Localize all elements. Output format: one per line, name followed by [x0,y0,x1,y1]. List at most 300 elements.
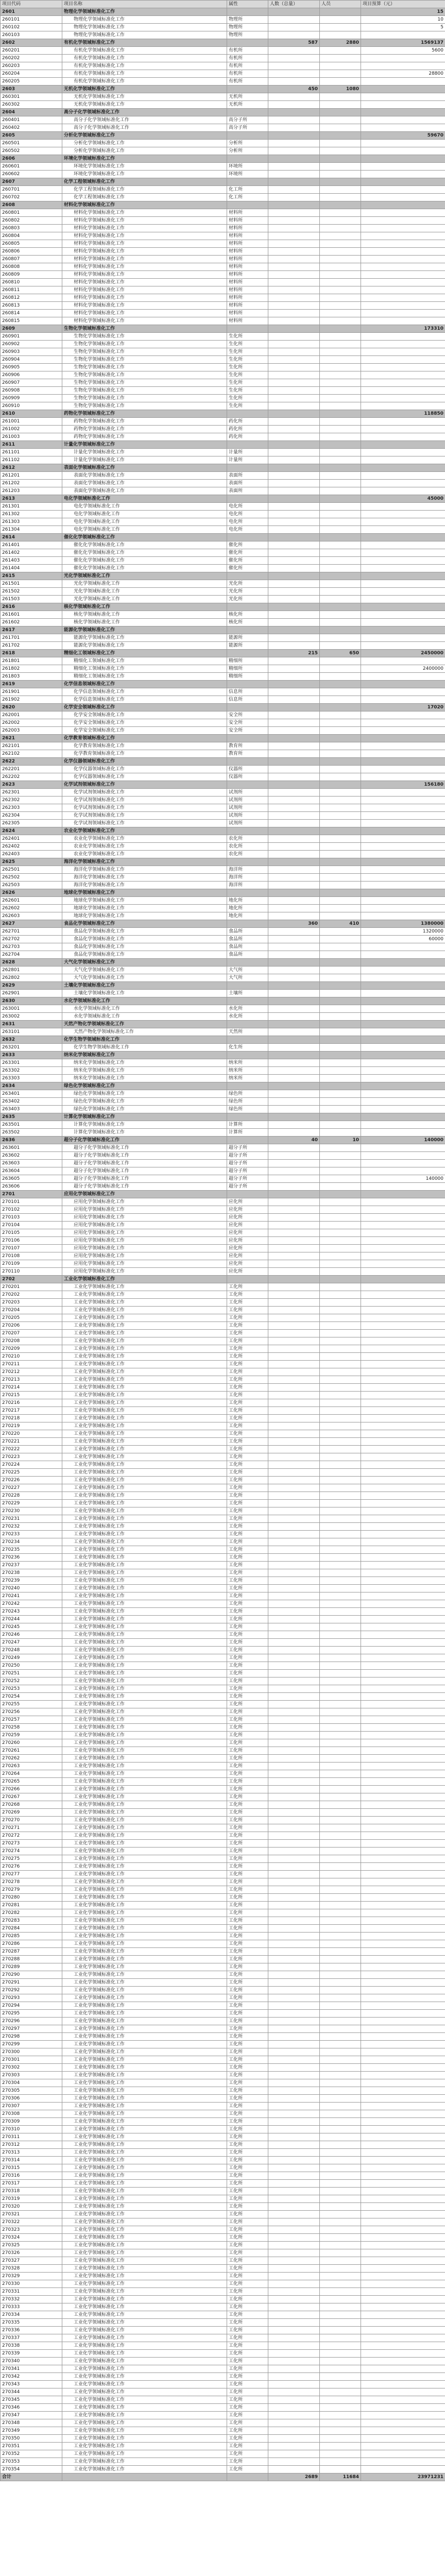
cell-name: 食品化学领域标准化工作 [62,936,227,943]
cell-budget [361,1786,445,1793]
cell-staff [320,1090,361,1098]
cell-staff [320,217,361,225]
cell-name: 工业化学领域标准化工作 [62,1438,227,1446]
cell-name: 工业化学领域标准化工作 [62,1948,227,1956]
cell-staff [320,541,361,549]
cell-name: 工业化学领域标准化工作 [62,2273,227,2280]
cell-count [268,1793,320,1801]
cell-staff [320,1994,361,2002]
table-row [1,402,445,410]
cell-name: 精细化工领域标准化工作 [62,673,227,681]
cell-attr: 工化所 [227,2273,268,2280]
cell-name: 电化学领域标准化工作 [62,503,227,511]
cell-name: 精细化工领域标准化工作 [62,665,227,673]
cell-budget [361,673,445,681]
group-row [1,758,445,766]
cell-code: 270207 [1,1330,62,1337]
cell-count [268,1724,320,1732]
cell-count [268,1562,320,1569]
cell-budget [361,843,445,851]
cell-name: 材料化学领域标准化工作 [62,294,227,302]
cell-name: 食品化学领域标准化工作 [62,928,227,936]
cell-budget [361,1523,445,1531]
cell-code: 2623 [1,781,62,789]
cell-count [268,356,320,364]
group-row [1,959,445,967]
table-row [1,1701,445,1708]
cell-attr: 工化所 [227,1793,268,1801]
cell-attr: 表面所 [227,487,268,495]
cell-name: 工业化学领域标准化工作 [62,1987,227,1994]
cell-count [268,704,320,711]
cell-code: 270335 [1,2319,62,2327]
cell-staff [320,982,361,990]
cell-count [268,1809,320,1817]
cell-code: 270245 [1,1623,62,1631]
cell-name: 工业化学领域标准化工作 [62,1778,227,1786]
cell-name: 工业化学领域标准化工作 [62,1415,227,1422]
cell-staff [320,1762,361,1770]
cell-count [268,503,320,511]
cell-attr: 食品所 [227,936,268,943]
cell-name: 工业化学领域标准化工作 [62,1708,227,1716]
cell-budget [361,2257,445,2265]
cell-count [268,1956,320,1963]
cell-attr: 绿色所 [227,1106,268,1113]
cell-attr: 工化所 [227,2025,268,2033]
table-row [1,1523,445,1531]
table-row [1,619,445,626]
cell-budget [361,2103,445,2110]
cell-code: 260301 [1,93,62,101]
cell-budget [361,2404,445,2412]
cell-attr: 工化所 [227,1330,268,1337]
cell-code: 270273 [1,1840,62,1848]
group-row [1,178,445,186]
cell-name: 应用化学领域标准化工作 [62,1191,227,1198]
cell-name: 天然产物化学领域标准化工作 [62,1028,227,1036]
cell-attr: 工化所 [227,2226,268,2234]
cell-code: 263201 [1,1044,62,1052]
cell-attr: 地化所 [227,897,268,905]
cell-attr: 试剂所 [227,820,268,827]
cell-attr: 工化所 [227,1708,268,1716]
cell-code: 262901 [1,990,62,997]
cell-staff [320,1484,361,1492]
cell-count [268,781,320,789]
cell-budget [361,1832,445,1840]
table-row [1,395,445,402]
cell-name: 工业化学领域标准化工作 [62,2381,227,2388]
cell-count: 40 [268,1137,320,1144]
cell-code: 270282 [1,1909,62,1917]
cell-count [268,1268,320,1276]
cell-count: 587 [268,39,320,47]
table-row [1,1438,445,1446]
table-row [1,1183,445,1191]
cell-code: 2612 [1,464,62,472]
cell-budget [361,1987,445,1994]
cell-staff [320,55,361,62]
cell-attr: 材料所 [227,256,268,263]
cell-name: 计量化学领域标准化工作 [62,449,227,456]
table-row [1,418,445,426]
cell-code: 270309 [1,2118,62,2126]
cell-budget [361,186,445,194]
cell-staff [320,256,361,263]
table-row [1,1732,445,1739]
cell-code: 270239 [1,1577,62,1585]
table-row [1,1716,445,1724]
cell-budget [361,1299,445,1307]
cell-staff [320,1059,361,1067]
cell-attr [227,8,268,16]
cell-name: 工业化学领域标准化工作 [62,2056,227,2064]
cell-budget [361,2126,445,2133]
cell-attr: 工化所 [227,1384,268,1392]
cell-staff [320,1747,361,1755]
cell-attr [227,2473,268,2481]
cell-count [268,2087,320,2095]
cell-attr: 应化所 [227,1229,268,1237]
cell-code: 261501 [1,580,62,588]
table-row [1,2404,445,2412]
cell-name: 化学工程领域标准化工作 [62,194,227,201]
cell-staff [320,1106,361,1113]
cell-staff [320,1902,361,1909]
cell-staff [320,109,361,116]
group-row [1,997,445,1005]
cell-staff [320,1198,361,1206]
cell-budget [361,2211,445,2218]
cell-staff [320,2388,361,2396]
header-staff: 人员 [320,1,361,8]
cell-attr: 工化所 [227,1755,268,1762]
group-row [1,603,445,611]
cell-budget [361,1376,445,1384]
cell-name: 工业化学领域标准化工作 [62,1809,227,1817]
cell-count [268,348,320,356]
cell-staff [320,1005,361,1013]
cell-code: 270291 [1,1979,62,1987]
cell-count [268,1747,320,1755]
cell-code: 261801 [1,657,62,665]
table-row [1,256,445,263]
cell-staff [320,1307,361,1314]
cell-attr: 工化所 [227,1801,268,1809]
cell-code: 261203 [1,487,62,495]
cell-attr: 材料所 [227,209,268,217]
cell-count [268,1353,320,1361]
cell-budget [361,1067,445,1075]
table-row [1,2195,445,2203]
cell-code: 2630 [1,997,62,1005]
cell-code: 261201 [1,472,62,480]
cell-staff [320,1013,361,1021]
cell-count [268,1175,320,1183]
cell-name: 精细化工领域标准化工作 [62,650,227,657]
cell-attr: 催化所 [227,565,268,572]
table-row [1,1925,445,1933]
table-row [1,1237,445,1245]
cell-budget [361,1121,445,1129]
cell-budget [361,1569,445,1577]
cell-name: 工业化学领域标准化工作 [62,2180,227,2188]
cell-staff [320,186,361,194]
cell-code: 262002 [1,719,62,727]
cell-attr: 材料所 [227,240,268,248]
cell-code: 2620 [1,704,62,711]
cell-name: 工业化学领域标准化工作 [62,1492,227,1500]
cell-staff [320,511,361,518]
cell-attr: 催化所 [227,549,268,557]
table-row [1,851,445,858]
cell-name: 环境化学领域标准化工作 [62,171,227,178]
cell-name: 工业化学领域标准化工作 [62,1832,227,1840]
cell-code: 270346 [1,2404,62,2412]
cell-attr: 纳米所 [227,1067,268,1075]
cell-budget [361,232,445,240]
cell-attr: 工化所 [227,1623,268,1631]
table-row [1,1585,445,1592]
cell-count [268,727,320,735]
cell-name: 应用化学领域标准化工作 [62,1252,227,1260]
group-row [1,781,445,789]
cell-staff [320,2311,361,2319]
cell-name: 工业化学领域标准化工作 [62,2064,227,2072]
cell-budget [361,657,445,665]
cell-staff [320,1276,361,1283]
cell-name: 表面化学领域标准化工作 [62,472,227,480]
table-row [1,487,445,495]
cell-count [268,140,320,147]
cell-code: 260702 [1,194,62,201]
cell-staff [320,1793,361,1801]
cell-staff [320,93,361,101]
cell-count [268,317,320,325]
group-row [1,8,445,16]
cell-name: 超分子化学领域标准化工作 [62,1167,227,1175]
cell-name: 绿色化学领域标准化工作 [62,1090,227,1098]
cell-budget [361,1152,445,1160]
cell-attr: 工化所 [227,2288,268,2296]
cell-code: 270212 [1,1368,62,1376]
cell-staff [320,1283,361,1291]
cell-attr: 工化所 [227,2412,268,2419]
cell-name: 水化学领域标准化工作 [62,1013,227,1021]
cell-attr: 工化所 [227,1585,268,1592]
cell-count [268,1994,320,2002]
cell-count [268,827,320,835]
cell-attr: 工化所 [227,1461,268,1469]
cell-name: 工业化学领域标准化工作 [62,2226,227,2234]
cell-attr: 工化所 [227,1399,268,1407]
cell-code: 2633 [1,1052,62,1059]
cell-budget [361,31,445,39]
cell-count [268,2396,320,2404]
cell-staff [320,735,361,742]
cell-name: 生物化学领域标准化工作 [62,356,227,364]
cell-staff [320,2249,361,2257]
table-row [1,1708,445,1716]
cell-attr: 食品所 [227,951,268,959]
group-row [1,39,445,47]
cell-budget [361,1701,445,1708]
cell-count [268,1415,320,1422]
cell-count [268,2419,320,2427]
cell-name: 海洋化学领域标准化工作 [62,858,227,866]
cell-name: 工业化学领域标准化工作 [62,1762,227,1770]
table-row [1,549,445,557]
cell-code: 260801 [1,209,62,217]
cell-attr: 工化所 [227,2458,268,2466]
cell-code: 270332 [1,2296,62,2303]
cell-budget [361,626,445,634]
cell-name: 工业化学领域标准化工作 [62,1399,227,1407]
cell-budget [361,2342,445,2350]
group-row [1,1052,445,1059]
cell-name: 计算化学领域标准化工作 [62,1129,227,1137]
cell-name: 能源化学领域标准化工作 [62,634,227,642]
cell-staff [320,882,361,889]
cell-code: 260904 [1,356,62,364]
cell-budget [361,835,445,843]
cell-name: 超分子化学领域标准化工作 [62,1175,227,1183]
cell-attr: 精细所 [227,673,268,681]
cell-count [268,1531,320,1538]
cell-count [268,936,320,943]
cell-attr: 工化所 [227,1724,268,1732]
table-row [1,1121,445,1129]
cell-name: 核化学领域标准化工作 [62,619,227,626]
group-row [1,650,445,657]
cell-code: 260901 [1,333,62,341]
cell-count [268,2334,320,2342]
cell-budget [361,1453,445,1461]
cell-staff [320,2381,361,2388]
cell-name: 工业化学领域标准化工作 [62,1407,227,1415]
cell-code: 270201 [1,1283,62,1291]
cell-budget [361,1082,445,1090]
cell-name: 工业化学领域标准化工作 [62,1824,227,1832]
cell-code: 263401 [1,1090,62,1098]
cell-name [62,2473,227,2481]
cell-count [268,449,320,456]
cell-code: 261003 [1,433,62,441]
cell-count [268,186,320,194]
cell-name: 工业化学领域标准化工作 [62,1724,227,1732]
cell-code: 270264 [1,1770,62,1778]
cell-attr: 超分子所 [227,1167,268,1175]
cell-staff [320,1909,361,1917]
group-row [1,534,445,541]
cell-budget [361,2334,445,2342]
cell-code: 260204 [1,70,62,78]
cell-code: 270241 [1,1592,62,1600]
cell-count [268,565,320,572]
cell-attr: 工化所 [227,1546,268,1554]
cell-code: 270323 [1,2226,62,2234]
cell-budget [361,1059,445,1067]
table-row [1,1623,445,1631]
table-row [1,379,445,387]
cell-count [268,1392,320,1399]
cell-budget: 1569137 [361,39,445,47]
cell-staff [320,1183,361,1191]
cell-attr [227,997,268,1005]
cell-budget [361,418,445,426]
cell-name: 工业化学领域标准化工作 [62,1592,227,1600]
table-row [1,2435,445,2443]
cell-attr: 材料所 [227,310,268,317]
cell-count [268,557,320,565]
cell-staff [320,2334,361,2342]
cell-name: 高分子化学领域标准化工作 [62,116,227,124]
cell-code: 270281 [1,1902,62,1909]
cell-budget [361,2327,445,2334]
cell-attr: 物理所 [227,24,268,31]
table-row [1,140,445,147]
cell-name: 计算化学领域标准化工作 [62,1121,227,1129]
cell-budget [361,2018,445,2025]
cell-budget [361,2064,445,2072]
cell-name: 工业化学领域标准化工作 [62,2249,227,2257]
cell-attr: 工化所 [227,2296,268,2303]
cell-staff [320,395,361,402]
cell-attr: 水化所 [227,1013,268,1021]
cell-code: 261701 [1,634,62,642]
cell-name: 工业化学领域标准化工作 [62,2018,227,2025]
cell-count [268,194,320,201]
table-row [1,2095,445,2103]
cell-name: 应用化学领域标准化工作 [62,1245,227,1252]
cell-budget [361,1538,445,1546]
cell-budget [361,310,445,317]
table-row [1,1229,445,1237]
cell-budget [361,1515,445,1523]
cell-count [268,2257,320,2265]
cell-count [268,1971,320,1979]
cell-staff [320,1562,361,1569]
cell-code: 270229 [1,1500,62,1507]
cell-code: 270344 [1,2388,62,2396]
cell-attr: 光化所 [227,596,268,603]
cell-count [268,2064,320,2072]
cell-budget [361,395,445,402]
cell-code: 270221 [1,1438,62,1446]
cell-budget [361,534,445,541]
cell-budget [361,1940,445,1948]
cell-count [268,333,320,341]
cell-name: 环境化学领域标准化工作 [62,163,227,171]
cell-budget [361,897,445,905]
cell-budget [361,882,445,889]
cell-count [268,1399,320,1407]
cell-attr: 药化所 [227,418,268,426]
cell-budget [361,1345,445,1353]
cell-budget [361,1793,445,1801]
cell-name: 精细化工领域标准化工作 [62,657,227,665]
cell-attr: 工化所 [227,1453,268,1461]
cell-budget [361,1252,445,1260]
cell-budget [361,1531,445,1538]
cell-attr [227,1021,268,1028]
table-row [1,634,445,642]
cell-count [268,2226,320,2234]
cell-name: 工业化学领域标准化工作 [62,1600,227,1608]
cell-budget [361,796,445,804]
cell-name: 工业化学领域标准化工作 [62,1801,227,1809]
